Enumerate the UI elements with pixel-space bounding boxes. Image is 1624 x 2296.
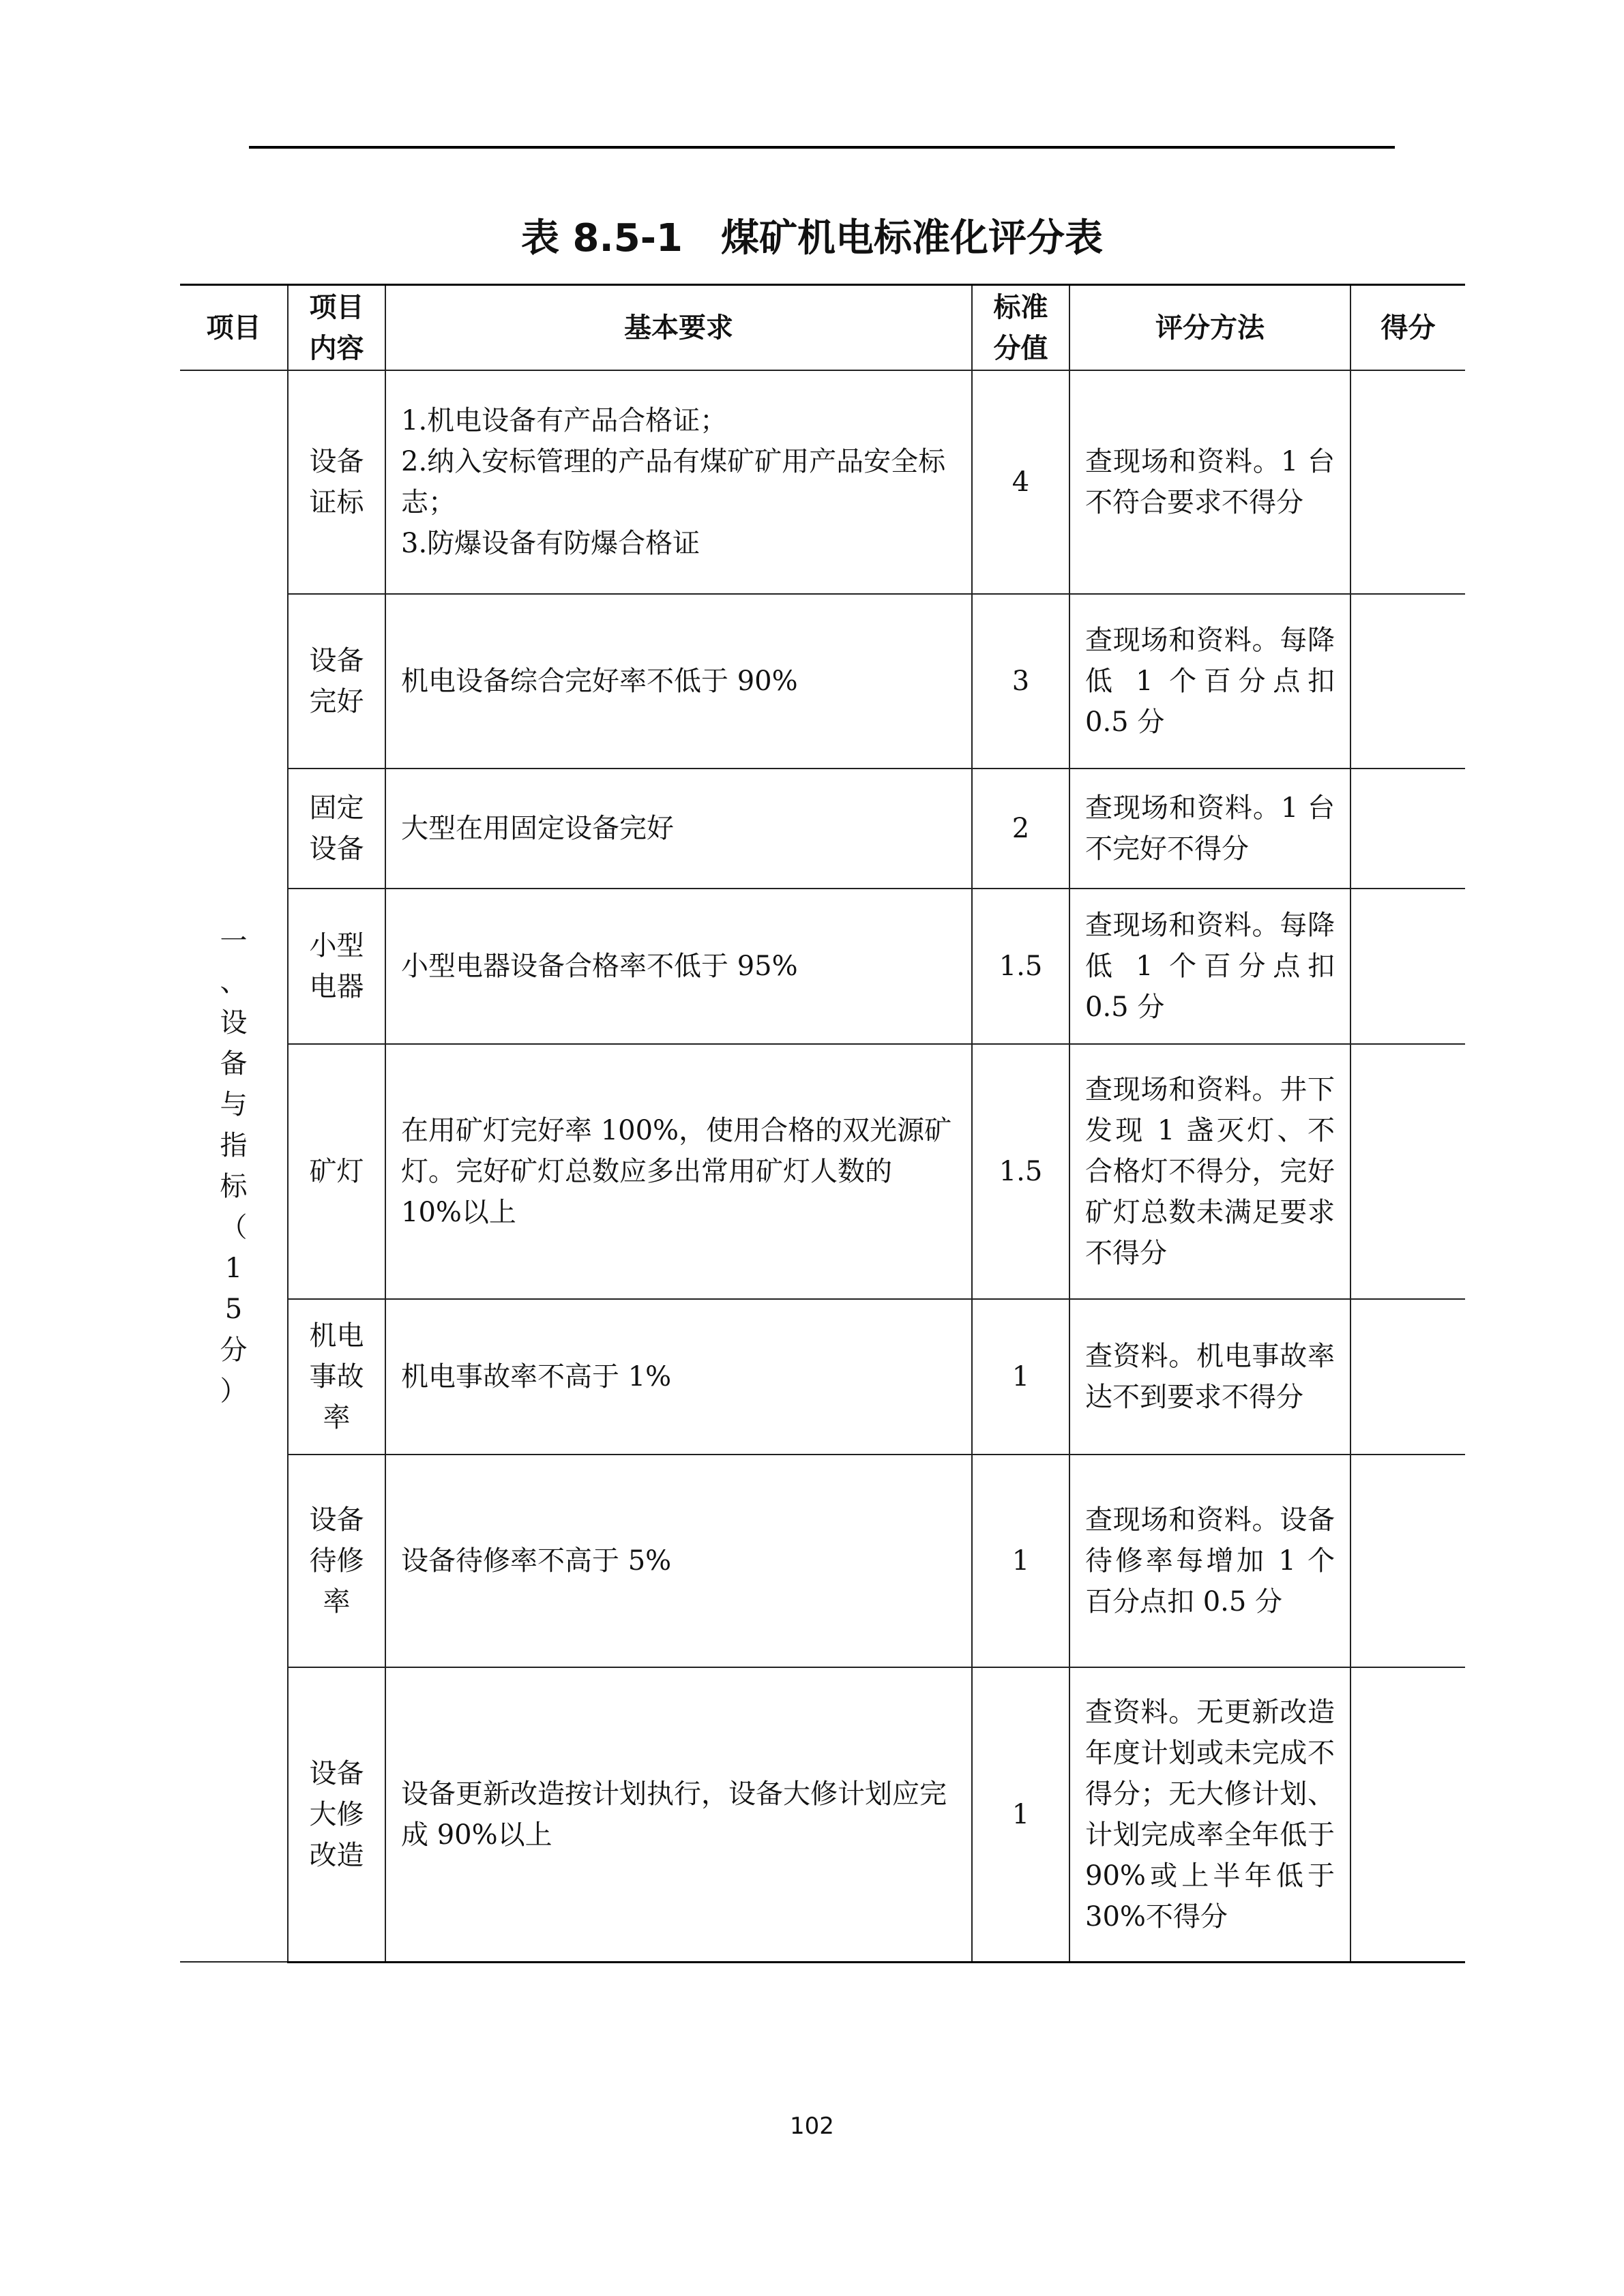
item-category-char: 一 bbox=[220, 925, 248, 957]
requirement-cell bbox=[385, 370, 972, 594]
item-content-cell bbox=[288, 1044, 385, 1299]
header-standard-score bbox=[972, 285, 1069, 371]
requirement-line: 1.机电设备有产品合格证； bbox=[401, 405, 728, 436]
table-header-row bbox=[180, 285, 1465, 371]
table-title: 表 8.5-1 煤矿机电标准化评分表 bbox=[521, 216, 1103, 260]
scoring-method-cell: 查现场和资料。设备待修率每增加 1 个百分点扣 0.5 分 bbox=[1069, 1455, 1350, 1667]
table-row bbox=[180, 1455, 1465, 1667]
requirement-line: 在用矿灯完好率 100%，使用合格的双光源矿灯。完好矿灯总数应多出常用矿灯人数的 10%以上 bbox=[401, 1115, 952, 1228]
scoring-table bbox=[180, 284, 1465, 1963]
item-category-char: 备 bbox=[220, 1048, 248, 1079]
obtained-score-cell[interactable] bbox=[1350, 370, 1465, 594]
scoring-method-cell: 查现场和资料。1 台不符合要求不得分 bbox=[1069, 370, 1350, 594]
requirement-line: 小型电器设备合格率不低于 95% bbox=[401, 951, 798, 982]
item-content-cell bbox=[288, 889, 385, 1044]
item-content-cell bbox=[288, 594, 385, 769]
scoring-method-cell: 查现场和资料。1 台不完好不得分 bbox=[1069, 769, 1350, 889]
requirement-cell bbox=[385, 1667, 972, 1962]
scoring-method-cell: 查资料。无更新改造年度计划或未完成不得分；无大修计划、计划完成率全年低于 90%或上半年低于 30%不得分 bbox=[1069, 1667, 1350, 1962]
item-content-text: 矿灯 bbox=[309, 1156, 364, 1187]
item-content-cell bbox=[288, 1455, 385, 1667]
table-row bbox=[180, 1299, 1465, 1455]
standard-score-cell: 1.5 bbox=[972, 889, 1069, 1044]
header-content-text: 项目内容 bbox=[309, 291, 364, 364]
standard-score-cell: 1 bbox=[972, 1299, 1069, 1455]
header-standard-score-text: 标准分值 bbox=[993, 291, 1048, 364]
obtained-score-cell[interactable] bbox=[1350, 594, 1465, 769]
header-requirements: 基本要求 bbox=[385, 285, 972, 371]
header-score: 得分 bbox=[1350, 285, 1465, 371]
obtained-score-cell[interactable] bbox=[1350, 1667, 1465, 1962]
scoring-method-cell: 查现场和资料。井下发现 1 盏灭灯、不合格灯不得分，完好矿灯总数未满足要求不得分 bbox=[1069, 1044, 1350, 1299]
item-category-char: （ bbox=[220, 1212, 248, 1243]
item-content-text: 设备大修改造 bbox=[309, 1757, 364, 1871]
table-row bbox=[180, 594, 1465, 769]
table-row bbox=[180, 889, 1465, 1044]
item-content-text: 小型电器 bbox=[309, 930, 364, 1002]
requirement-cell bbox=[385, 889, 972, 1044]
item-content-cell bbox=[288, 370, 385, 594]
table-row bbox=[180, 370, 1465, 594]
item-category-char: 5 bbox=[224, 1294, 243, 1325]
header-content bbox=[288, 285, 385, 371]
item-category-char: 1 bbox=[224, 1253, 243, 1284]
item-content-text: 机电事故率 bbox=[309, 1320, 364, 1433]
table-row bbox=[180, 1044, 1465, 1299]
requirement-cell bbox=[385, 1455, 972, 1667]
requirement-line: 机电事故率不高于 1% bbox=[401, 1361, 672, 1392]
item-content-text: 设备待修率 bbox=[309, 1504, 364, 1617]
obtained-score-cell[interactable] bbox=[1350, 1455, 1465, 1667]
table-row bbox=[180, 1667, 1465, 1962]
item-category-char: 指 bbox=[220, 1130, 248, 1161]
obtained-score-cell[interactable] bbox=[1350, 1044, 1465, 1299]
item-category-char: ） bbox=[220, 1375, 248, 1407]
item-category-char: 标 bbox=[220, 1171, 248, 1202]
requirement-line: 设备更新改造按计划执行，设备大修计划应完成 90%以上 bbox=[401, 1778, 947, 1851]
requirement-line: 大型在用固定设备完好 bbox=[401, 813, 674, 844]
standard-score-cell: 3 bbox=[972, 594, 1069, 769]
requirement-line: 机电设备综合完好率不低于 90% bbox=[401, 666, 798, 697]
standard-score-cell: 1 bbox=[972, 1667, 1069, 1962]
scoring-method-cell: 查现场和资料。每降低 1 个百分点扣 0.5 分 bbox=[1069, 889, 1350, 1044]
standard-score-cell: 1.5 bbox=[972, 1044, 1069, 1299]
item-content-text: 设备证标 bbox=[309, 446, 364, 518]
item-content-text: 固定设备 bbox=[309, 792, 364, 865]
item-category-char: 分 bbox=[220, 1335, 248, 1366]
standard-score-cell: 4 bbox=[972, 370, 1069, 594]
requirement-line: 设备待修率不高于 5% bbox=[401, 1545, 672, 1577]
scoring-method-cell: 查资料。机电事故率达不到要求不得分 bbox=[1069, 1299, 1350, 1455]
standard-score-cell: 1 bbox=[972, 1455, 1069, 1667]
obtained-score-cell[interactable] bbox=[1350, 769, 1465, 889]
header-rule bbox=[249, 146, 1395, 149]
header-item: 项目 bbox=[180, 285, 288, 371]
requirement-line: 2.纳入安标管理的产品有煤矿矿用产品安全标志； bbox=[401, 446, 946, 518]
standard-score-cell: 2 bbox=[972, 769, 1069, 889]
item-content-cell bbox=[288, 1667, 385, 1962]
table-row bbox=[180, 769, 1465, 889]
item-content-cell bbox=[288, 1299, 385, 1455]
item-category-char: 与 bbox=[220, 1089, 248, 1120]
item-category-label bbox=[219, 921, 249, 1412]
header-method: 评分方法 bbox=[1069, 285, 1350, 371]
item-content-text: 设备完好 bbox=[309, 645, 364, 717]
requirement-cell bbox=[385, 1044, 972, 1299]
item-category-cell bbox=[180, 370, 288, 1962]
requirement-cell bbox=[385, 769, 972, 889]
requirement-cell bbox=[385, 1299, 972, 1455]
scoring-method-cell: 查现场和资料。每降低 1 个百分点扣 0.5 分 bbox=[1069, 594, 1350, 769]
item-content-cell bbox=[288, 769, 385, 889]
item-category-char: 、 bbox=[220, 966, 248, 998]
obtained-score-cell[interactable] bbox=[1350, 889, 1465, 1044]
obtained-score-cell[interactable] bbox=[1350, 1299, 1465, 1455]
page-number: 102 bbox=[790, 2113, 834, 2140]
item-category-char: 设 bbox=[220, 1007, 248, 1039]
requirement-cell bbox=[385, 594, 972, 769]
requirement-line: 3.防爆设备有防爆合格证 bbox=[401, 528, 700, 559]
